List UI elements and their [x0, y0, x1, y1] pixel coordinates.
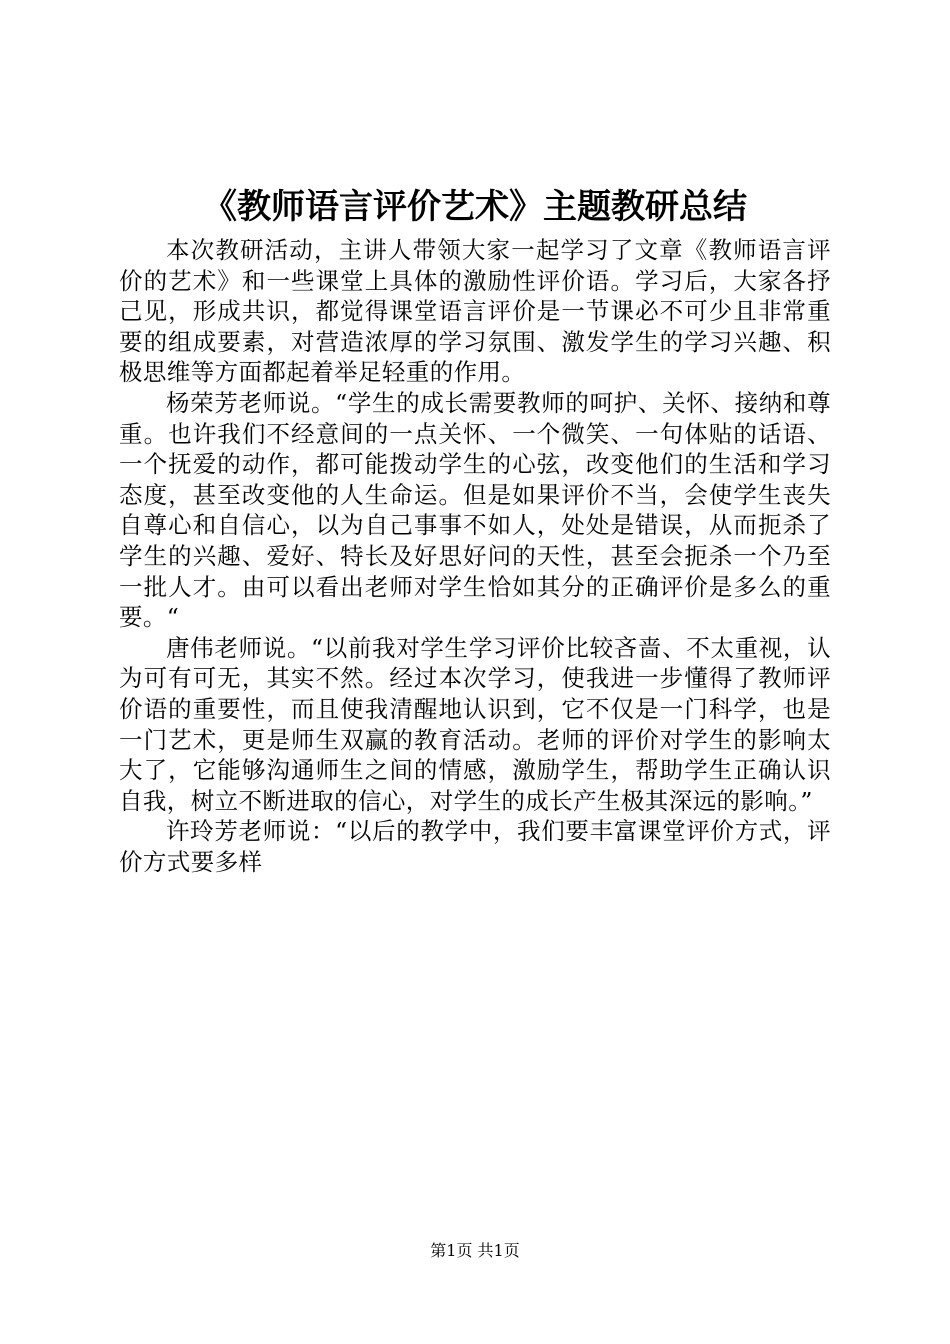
paragraph-xu-lingfang: 许玲芳老师说：“以后的教学中，我们要丰富课堂评价方式，评价方式要多样	[119, 817, 831, 876]
document-body	[119, 235, 831, 877]
page-footer: 第1页 共1页	[430, 1241, 520, 1260]
paragraph-yang-rongfang: 杨荣芳老师说。“学生的成长需要教师的呵护、关怀、接纳和尊重。也许我们不经意间的一点关怀、一个微笑、一句体贴的话语、一个抚爱的动作，都可能拨动学生的心弦，改变他们的生活和学习态度，甚至改变他的人生命运。但是如果评价不当，会使学生丧失自尊心和自信心，以为自己事事不如人，处处是错误，从而扼杀了学生的兴趣、爱好、特长及好思好问的天性，甚至会扼杀一个乃至一批人才。由可以看出老师对学生恰如其分的正确评价是多么的重要。“	[119, 388, 831, 632]
paragraph-tang-wei: 唐伟老师说。“以前我对学生学习评价比较吝啬、不太重视，认为可有可无，其实不然。经过本次学习，使我进一步懂得了教师评价语的重要性，而且使我清醒地认识到，它不仅是一门科学，也是一门艺术，更是师生双赢的教育活动。老师的评价对学生的影响太大了，它能够沟通师生之间的情感，激励学生，帮助学生正确认识自我，树立不断进取的信心，对学生的成长产生极其深远的影响。”	[119, 633, 831, 815]
document-title: 《教师语言评价艺术》主题教研总结	[203, 187, 747, 227]
paragraph-intro: 本次教研活动，主讲人带领大家一起学习了文章《教师语言评价的艺术》和一些课堂上具体的激励性评价语。学习后，大家各抒己见，形成共识，都觉得课堂语言评价是一节课必不可少且非常重要的组成要素，对营造浓厚的学习氛围、激发学生的学习兴趣、积极思维等方面都起着举足轻重的作用。	[119, 236, 831, 387]
